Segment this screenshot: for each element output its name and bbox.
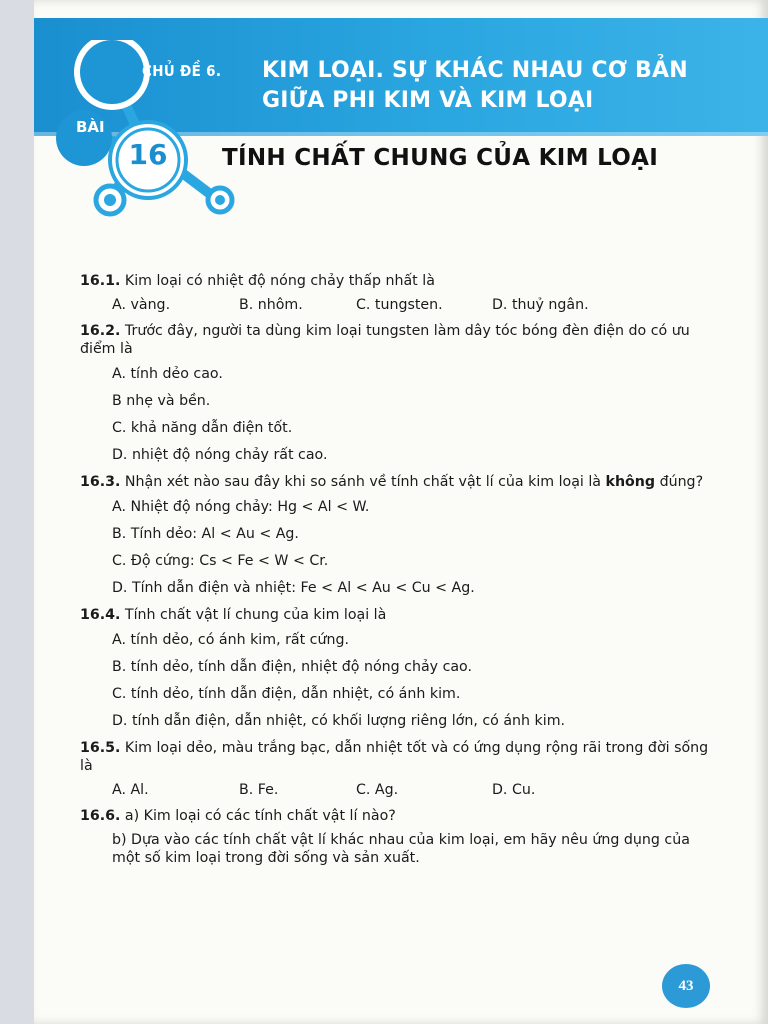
option-c: C. tungsten. (356, 297, 443, 313)
question-emphasis: không (605, 474, 656, 490)
question-16-5 (80, 739, 720, 775)
question-number: 16.3. (80, 474, 121, 490)
option-a: A. tính dẻo cao. (112, 366, 223, 382)
question-text: Nhận xét nào sau đây khi so sánh về tính chất vật lí của kim loại là (120, 474, 606, 490)
option-d: D. thuỷ ngân. (492, 297, 589, 313)
option-c: C. Ag. (356, 782, 399, 798)
option-d: D. tính dẫn điện, dẫn nhiệt, có khối lượng riêng lớn, có ánh kim. (112, 713, 566, 729)
option-b: B. tính dẻo, tính dẫn điện, nhiệt độ nóng chảy cao. (112, 659, 473, 675)
option-c: C. tính dẻo, tính dẫn điện, dẫn nhiệt, có ánh kim. (112, 686, 461, 702)
option-d: D. Tính dẫn điện và nhiệt: Fe < Al < Au < Cu < Ag. (112, 580, 475, 596)
option-a: A. tính dẻo, có ánh kim, rất cứng. (112, 632, 349, 648)
option-d: D. Cu. (492, 782, 536, 798)
option-b: B. nhôm. (239, 297, 303, 313)
question-text: Kim loại dẻo, màu trắng bạc, dẫn nhiệt tốt và có ứng dụng rộng rãi trong đời sống là (80, 740, 709, 774)
question-number: 16.1. (80, 273, 121, 289)
option-c: C. khả năng dẫn điện tốt. (112, 420, 293, 436)
lesson-label: BÀI (76, 118, 105, 136)
answer-options (112, 296, 720, 314)
chapter-title (262, 56, 742, 116)
chapter-title-line2: GIỮA PHI KIM VÀ KIM LOẠI (262, 88, 594, 113)
answer-options (112, 781, 720, 799)
question-16-3 (80, 473, 720, 491)
page-number: 43 (662, 964, 710, 1008)
exercise-list (80, 272, 720, 867)
chapter-title-line1: KIM LOẠI. SỰ KHÁC NHAU CƠ BẢN (262, 58, 688, 83)
question-number: 16.2. (80, 323, 121, 339)
question-text: Kim loại có nhiệt độ nóng chảy thấp nhất là (120, 273, 435, 289)
option-b: B. Tính dẻo: Al < Au < Ag. (112, 526, 299, 542)
lesson-title: TÍNH CHẤT CHUNG CỦA KIM LOẠI (222, 145, 659, 171)
lesson-number: 16 (128, 138, 168, 171)
option-c: C. Độ cứng: Cs < Fe < W < Cr. (112, 553, 329, 569)
option-b: B nhẹ và bền. (112, 393, 211, 409)
option-a: A. vàng. (112, 297, 171, 313)
question-16-6 (80, 807, 720, 825)
question-number: 16.6. (80, 808, 121, 824)
question-text: Trước đây, người ta dùng kim loại tungsten làm dây tóc bóng đèn điện do có ưu điểm là (80, 323, 690, 357)
option-a: A. Nhiệt độ nóng chảy: Hg < Al < W. (112, 499, 370, 515)
question-part-b: b) Dựa vào các tính chất vật lí khác nhau của kim loại, em hãy nêu ứng dụng của một số kim loại trong đời sống và sản xuất. (112, 832, 690, 866)
chapter-label: CHỦ ĐỀ 6. (142, 62, 222, 80)
question-text-end: đúng? (655, 474, 704, 490)
option-d: D. nhiệt độ nóng chảy rất cao. (112, 447, 328, 463)
question-number: 16.5. (80, 740, 121, 756)
question-text: Tính chất vật lí chung của kim loại là (120, 607, 387, 623)
question-number: 16.4. (80, 607, 121, 623)
option-a: A. Al. (112, 782, 149, 798)
question-16-4 (80, 606, 720, 624)
question-16-1 (80, 272, 720, 290)
question-16-2 (80, 322, 720, 358)
option-b: B. Fe. (239, 782, 279, 798)
question-part-a: a) Kim loại có các tính chất vật lí nào? (120, 808, 396, 824)
